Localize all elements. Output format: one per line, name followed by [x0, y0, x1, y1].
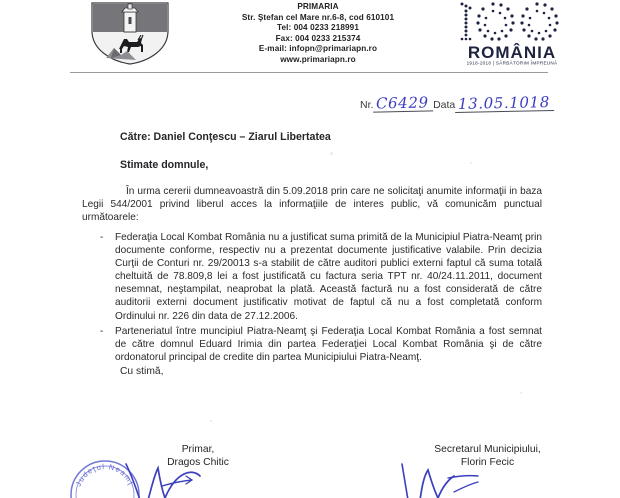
- signature-role: Primar,: [181, 444, 215, 455]
- registration-nr-label: Nr.: [360, 99, 374, 111]
- bullet-list: [82, 231, 542, 366]
- addressee-line: Către: Daniel Conţescu – Ziarul Libertatea: [120, 131, 331, 143]
- official-stamp: [62, 452, 148, 498]
- letterhead: [0, 0, 620, 66]
- institution-tel: Tel: 004 0233 218991: [277, 23, 359, 33]
- scan-artifact: [470, 162, 472, 164]
- closing-line: Cu stimă,: [120, 366, 164, 377]
- scan-artifact: [210, 420, 212, 422]
- salutation-line: Stimate domnule,: [120, 159, 209, 171]
- list-item: [82, 231, 542, 323]
- registration-nr-value: C6429: [373, 95, 433, 112]
- logo-country-label: ROMÂNIA: [467, 43, 557, 62]
- signature-block-secretary: [400, 443, 575, 469]
- institution-website: www.primariapn.ro: [280, 54, 356, 64]
- registration-line: [360, 93, 554, 113]
- list-item-text: Federaţia Local Kombat România nu a justificat suma primită de la Municipiul Piatra-Neamţ prin documente conforme, respectiv nu a prezentat documente justificative valabile. Prin decizia Curţii de Conturi nr. 29/20013 s-a stabilit de către auditori publici externi faptul că suma totală cheltuită de 78.809,8 lei a fost justificată cu factura seria TPT nr. 40/24.11.2011, document nesemnat, neştampilat, neaprobat la plată. Această factură nu a fost considerată de către auditorii externi document justificativ motivat de faptul că nu a fost completată conform Ordinului nr. 226 din data de 27.12.2006.: [115, 232, 542, 322]
- bullet-marker: -: [100, 325, 104, 337]
- registration-data-value: 13.05.1018: [455, 95, 554, 113]
- institution-address: Str. Ştefan cel Mare nr.6-8, cod 610101: [241, 12, 395, 22]
- signature-name: Florin Fecic: [460, 457, 515, 468]
- list-item: [82, 325, 542, 364]
- institution-name: PRIMARIA: [297, 2, 339, 11]
- institution-email: E-mail: infopn@primariapn.ro: [258, 44, 378, 54]
- institution-fax: Fax: 004 0233 215374: [275, 33, 361, 43]
- registration-data-label: Data: [433, 99, 456, 111]
- header-divider: [70, 72, 548, 73]
- scan-artifact: [520, 392, 522, 394]
- stamp-text: Judeţul Neamţ: [73, 461, 136, 488]
- scan-artifact: [330, 152, 333, 155]
- signature-name: Dragos Chitic: [167, 457, 229, 468]
- coat-of-arms-icon: [88, 1, 172, 65]
- signature-role: Secretarul Municipiului,: [434, 444, 541, 455]
- intro-paragraph: În urma cererii dumneavoastră din 5.09.2018 prin care ne solicitaţi anumite informaţii in baza Legii 544/2001 privind liberul acces la informaţiile de interes public, vă comunicăm punctual următoarele:: [82, 186, 542, 224]
- list-item-text: Parteneriatul între muncipiul Piatra-Neamţ şi Federaţia Local Kombat România a fost semnat de către domnul Eduard Irimia din partea Federaţiei Local Kombat România şi de către ordonatorul principal de credite din partea Municipiului Piatra-Neamţ.: [115, 325, 542, 363]
- logo-tagline: 1918-2018 | SĂRBĂTORIM ÎMPREUNĂ: [466, 60, 558, 66]
- romania-centenary-logo: [452, 0, 600, 66]
- institution-contact-block: [200, 2, 436, 66]
- bullet-marker: -: [100, 232, 104, 243]
- signature-block-mayor: [128, 443, 268, 469]
